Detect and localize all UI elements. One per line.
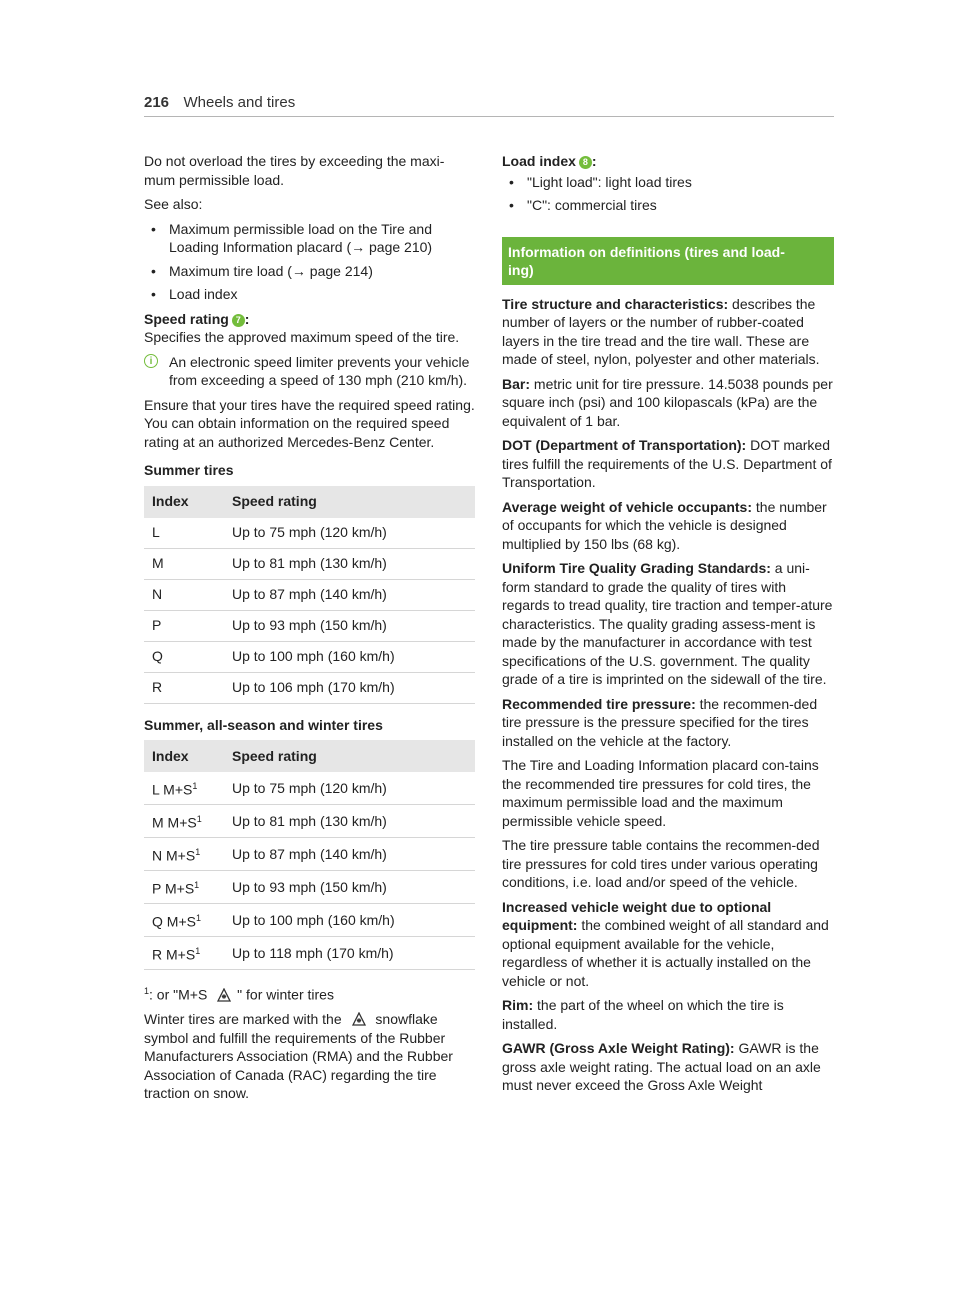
mountain-snowflake-icon xyxy=(217,988,231,1002)
table-row xyxy=(144,672,475,703)
cell-speed: Up to 87 mph (140 km/h) xyxy=(224,838,475,871)
info-note-text: An electronic speed limiter prevents your vehicle from exceeding a speed of 130 mph (210 km/h). xyxy=(169,353,470,388)
page-ref: page 214) xyxy=(305,262,373,279)
cell-index: P xyxy=(144,610,224,641)
definition: Average weight of vehicle occupants: the number of occupants for which the vehicle is designed multiplied by 150 lbs (68 kg). xyxy=(502,498,827,552)
cell-speed: Up to 93 mph (150 km/h) xyxy=(224,871,475,904)
cell-speed: Up to 81 mph (130 km/h) xyxy=(224,548,475,579)
cell-speed: Up to 106 mph (170 km/h) xyxy=(224,672,475,703)
table-row xyxy=(144,904,475,937)
ensure-text: Ensure that your tires have the required speed rating. You can obtain information on the required speed rating at an authorized Mercedes-Benz Center. xyxy=(144,396,475,450)
mountain-snowflake-icon xyxy=(352,1012,366,1026)
arrow-icon: → xyxy=(351,239,366,255)
see-also-label: See also: xyxy=(144,196,203,212)
table-row xyxy=(144,838,475,871)
intro-text: Do not overload the tires by exceeding the maxi- mum permissible load. xyxy=(144,153,445,188)
all-season-heading: Summer, all-season and winter tires xyxy=(144,716,383,733)
page-header xyxy=(144,94,834,117)
winter-tires-text: Winter tires are marked with the snowflake symbol and fulfill the requirements of the Rubber Manufacturers Association (RMA) and the Rubber Association of Canada (RAC) regarding the tire traction on snow. xyxy=(144,1011,453,1102)
table-header-index: Index xyxy=(144,740,224,772)
info-note xyxy=(144,353,475,390)
footnote: $^1$: or "M+S " for winter tires xyxy=(144,986,334,1003)
see-also-list xyxy=(144,220,475,304)
list-item-text: Load index xyxy=(169,286,238,302)
table-row xyxy=(144,518,475,549)
list-item-text: Maximum permissible load on the Tire and Loading Information placard ( xyxy=(169,220,433,255)
cell-speed: Up to 100 mph (160 km/h) xyxy=(224,904,475,937)
left-column: Do not overload the tires by exceeding the maxi- mum permissible load. See also: • Maximum permissible load on the Tire and Loading Information placard (→ page 210) • Maximum tire load (→ page 214) • Load index Speed rating 7 : Specifies the approved maximum speed of the tire. i An electronic speed limiter prevents your vehicle from exceeding a speed of 130 mph (210 km/h). Ensure that your tires have the required speed rating. You can obtain information on the required speed rating at an authorized Mercedes-Benz Center. Summer tires Index Speed rating L Up to 75 mph (120 km/h) M Up to 81 mph (130 km/h) N Up to 87 mph (140 km/h) P Up to 93 mph (150 km/h) Q Up to 100 mph (160 km/h) R Up to 106 mph (170 km/h) Summer, all-season and winter tires Index Speed rating L $M+S^1$ Up to 75 mph (120 km/h) M $M+S^1$ Up to 81 mph (130 km/h) N $M+S^1$ Up to 87 mph (140 km/h) P $M+S^1$ Up to 93 mph (150 km/h) Q $M+S^1$ Up to 100 mph (160 km/h) R $M+S^1$ Up to 118 mph (170 km/h) $^1$: or "M+S " for winter tires Winter tires are marked with the snowflake symbol and fulfill the requirements of the Rubber Manufacturers Association (RMA) and the Rubber Association of Canada (RAC) regarding the tire traction on snow. xyxy=(144,152,475,1109)
table-header-speed: Speed rating xyxy=(224,740,475,772)
cell-index: M xyxy=(144,548,224,579)
callout-marker-8: 8 xyxy=(579,156,592,169)
definition: Tire structure and characteristics: describes the number of layers or the number of rubber-coated layers in the tire tread and the tire wall. These are made of steel, nylon, polyester and other materials. xyxy=(502,295,820,367)
definition: Rim: the part of the wheel on which the tire is installed. xyxy=(502,997,784,1032)
cell-index: N xyxy=(144,579,224,610)
cell-speed: Up to 118 mph (170 km/h) xyxy=(224,937,475,970)
callout-marker-7: 7 xyxy=(232,314,245,327)
table-row xyxy=(144,937,475,970)
load-index-list xyxy=(502,173,834,215)
definition: GAWR (Gross Axle Weight Rating): GAWR is the gross axle weight rating. The actual load on an axle must never exceed the Gross Axle Weight xyxy=(502,1040,821,1093)
list-item[interactable] xyxy=(144,220,475,257)
list-item[interactable] xyxy=(144,285,475,304)
load-index-label: Load index xyxy=(502,153,576,169)
table-row xyxy=(144,641,475,672)
cell-speed: Up to 81 mph (130 km/h) xyxy=(224,805,475,838)
cell-index: P $M+S^1$ xyxy=(144,871,224,904)
definition: DOT (Department of Transportation): DOT marked tires fulfill the requirements of the U.S. Department of Transportation. xyxy=(502,437,832,490)
cell-index: L xyxy=(144,518,224,549)
page-number: 216 xyxy=(144,94,170,111)
info-icon: i xyxy=(144,354,158,368)
cell-index: Q xyxy=(144,641,224,672)
cell-index: R $M+S^1$ xyxy=(144,937,224,970)
cell-speed: Up to 75 mph (120 km/h) xyxy=(224,518,475,549)
arrow-icon: → xyxy=(291,262,306,279)
page-ref: page 210) xyxy=(365,239,433,255)
table-header-index: Index xyxy=(144,486,224,518)
list-item[interactable] xyxy=(144,262,475,281)
summer-tires-heading: Summer tires xyxy=(144,462,234,478)
table-row xyxy=(144,610,475,641)
table-row xyxy=(144,772,475,805)
speed-rating-desc: Specifies the approved maximum speed of the tire. xyxy=(144,329,460,345)
table-row xyxy=(144,548,475,579)
definition: The tire pressure table contains the recommen-ded tire pressures for cold tires under various operating conditions, i.e. load and/or speed of the vehicle. xyxy=(502,837,820,890)
list-item-text: Maximum tire load ( xyxy=(169,262,292,279)
all-season-table xyxy=(144,740,475,970)
definition: Increased vehicle weight due to optional equipment: the combined weight of all standard and optional equipment available for the vehicle, regardless of whether it is actually installed on the vehicle or not. xyxy=(502,898,829,989)
section-title: Information on definitions (tires and load- ing) xyxy=(502,237,834,285)
table-row xyxy=(144,871,475,904)
right-column: Load index 8 : • "Light load": light load tires • "C": commercial tires Information on definitions (tires and load- ing) Tire structure and characteristics: describes the number of layers or the number of rubber-coated layers in the tire tread and the tire wall. These are made of steel, nylon, polyester and other materials. Bar: metric unit for tire pressure. 14.5038 pounds per square inch (psi) and 100 kilopascals (kPa) are the equivalent of 1 bar. DOT (Department of Transportation): DOT marked tires fulfill the requirements of the U.S. Department of Transportation. Average weight of vehicle occupants: the number of occupants for which the vehicle is designed multiplied by 150 lbs (68 kg). Uniform Tire Quality Grading Standards: a uni-form standard to grade the quality of tires with regards to tread quality, tire traction and temper-ature characteristics. The quality grading assess-ment is made by the manufacturer in accordance with test specifications of the U.S. government. The quality grade of a tire is imprinted on the sidewall of the tire. Recommended tire pressure: the recommen-ded tire pressure is the pressure specified for the tires installed on the vehicle at the factory. The Tire and Loading Information placard con-tains the recommended tire pressures for cold tires, the maximum permissible load and the maximum permissible vehicle speed. The tire pressure table contains the recommen-ded tire pressures for cold tires under various operating conditions, i.e. load and/or speed of the vehicle. Increased vehicle weight due to optional equipment: the combined weight of all standard and optional equipment available for the vehicle, regardless of whether it is actually installed on the vehicle or not. Rim: the part of the wheel on which the tire is installed. GAWR (Gross Axle Weight Rating): GAWR is the gross axle weight rating. The actual load on an axle must never exceed the Gross Axle Weight xyxy=(502,152,834,1101)
cell-speed: Up to 93 mph (150 km/h) xyxy=(224,610,475,641)
header-title: Wheels and tires xyxy=(183,94,296,111)
list-item: • "C": commercial tires xyxy=(502,196,834,215)
definition: Bar: metric unit for tire pressure. 14.5038 pounds per square inch (psi) and 100 kilopascals (kPa) are the equivalent of 1 bar. xyxy=(502,375,833,429)
definition: Uniform Tire Quality Grading Standards: a uni-form standard to grade the quality of tires with regards to tread quality, tire traction and temper-ature characteristics. The quality grading assess-ment is made by the manufacturer in accordance with test specifications of the U.S. government. The quality grade of a tire is imprinted on the sidewall of the tire. xyxy=(502,560,833,687)
table-row xyxy=(144,579,475,610)
list-item: • "Light load": light load tires xyxy=(502,173,834,192)
speed-rating-label: Speed rating xyxy=(144,310,229,327)
cell-speed: Up to 100 mph (160 km/h) xyxy=(224,641,475,672)
definition: The Tire and Loading Information placard con-tains the recommended tire pressures for cold tires, the maximum permissible load and the maximum permissible vehicle speed. xyxy=(502,757,819,829)
cell-speed: Up to 87 mph (140 km/h) xyxy=(224,579,475,610)
table-header-speed: Speed rating xyxy=(224,486,475,518)
cell-index: L $M+S^1$ xyxy=(144,772,224,805)
definition: Recommended tire pressure: the recommen-ded tire pressure is the pressure specified for the tires installed on the vehicle at the factory. xyxy=(502,695,818,749)
table-row xyxy=(144,805,475,838)
cell-index: R xyxy=(144,672,224,703)
summer-tires-table xyxy=(144,486,475,704)
cell-index: N $M+S^1$ xyxy=(144,838,224,871)
cell-index: M $M+S^1$ xyxy=(144,805,224,838)
cell-speed: Up to 75 mph (120 km/h) xyxy=(224,772,475,805)
cell-index: Q $M+S^1$ xyxy=(144,904,224,937)
